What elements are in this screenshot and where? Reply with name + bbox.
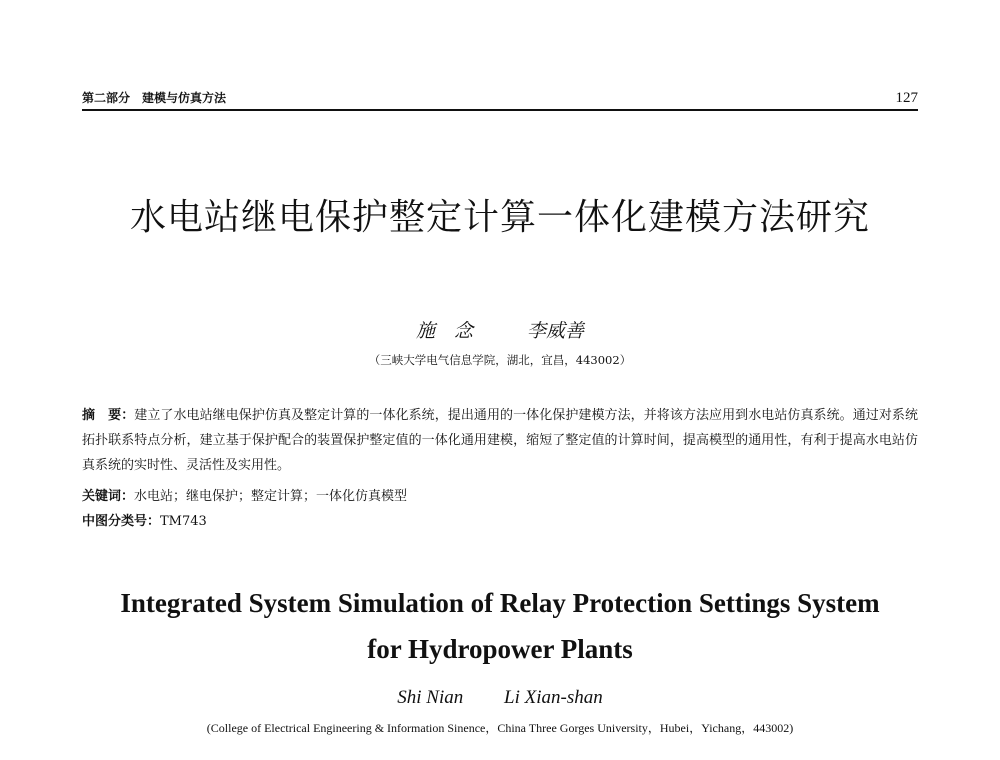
keywords-label: 关键词： <box>82 489 135 504</box>
keywords-line <box>82 486 918 508</box>
english-title-line-1: Integrated System Simulation of Relay Protection Settings System <box>120 588 880 618</box>
classification-line <box>82 511 918 533</box>
chinese-title: 水电站继电保护整定计算一体化建模方法研究 <box>129 197 870 238</box>
keywords-text: 水电站；继电保护；整定计算；一体化仿真模型 <box>134 489 408 504</box>
chinese-abstract <box>82 403 918 478</box>
english-author-2: Li Xian-shan <box>504 687 603 708</box>
abstract-text: 建立了水电站继电保护仿真及整定计算的一体化系统，提出通用的一体化保护建模方法，并将该方法应用到水电站仿真系统。通过对系统拓扑联系特点分析，建立基于保护配合的装置保护整定值的一体化通用建模，缩短了整定值的计算时间，提高模型的通用性，有利于提高水电站仿真系统的实时性、灵活性及实用性。 <box>82 408 918 473</box>
page-number: 127 <box>895 90 918 106</box>
chinese-author-2: 李威善 <box>527 320 585 342</box>
chinese-authors <box>0 319 1000 343</box>
header-rule <box>82 109 918 111</box>
english-authors <box>0 686 1000 710</box>
english-affiliation: (College of Electrical Engineering & Information Sinence，China Three Gorges University，Hubei，Yichang，443002) <box>206 721 794 735</box>
abstract-label: 摘 要： <box>82 408 135 423</box>
chinese-affiliation: （三峡大学电气信息学院，湖北，宜昌，443002） <box>368 353 632 367</box>
chinese-author-1: 施 念 <box>415 320 473 342</box>
running-head-section: 第二部分 建模与仿真方法 <box>82 91 227 105</box>
english-author-1: Shi Nian <box>397 687 464 708</box>
classification-text: TM743 <box>160 514 207 529</box>
english-title-line-2: for Hydropower Plants <box>367 634 633 664</box>
classification-label: 中图分类号： <box>82 514 161 529</box>
running-head <box>82 90 918 106</box>
english-title <box>0 584 1000 668</box>
